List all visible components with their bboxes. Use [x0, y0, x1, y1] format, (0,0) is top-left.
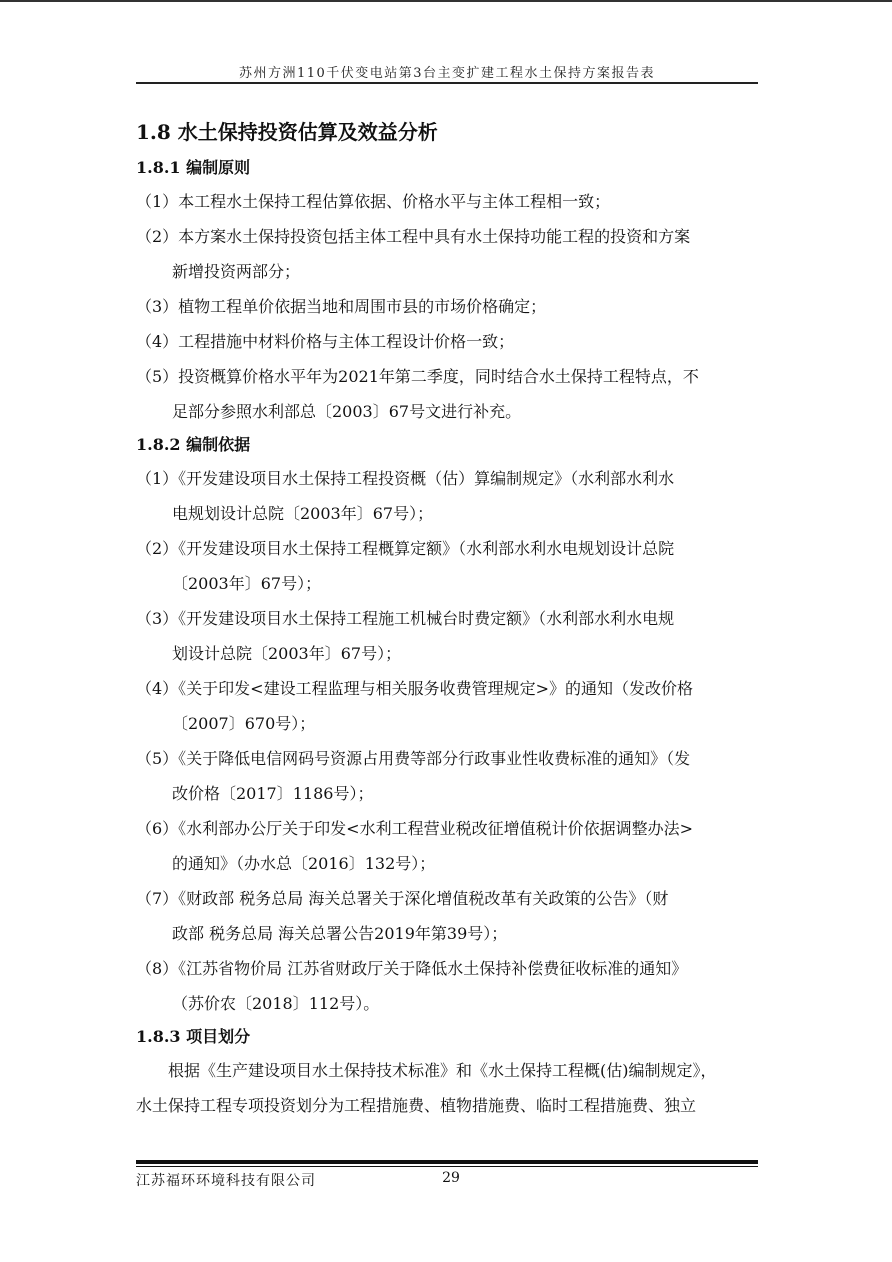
subsection-title-1-8-3: 1.8.3 项目划分 — [136, 1027, 251, 1046]
subsection-title-1-8-2: 1.8.2 编制依据 — [136, 435, 251, 454]
principle-item-2-cont: 新增投资两部分； — [172, 262, 301, 281]
page-number: 29 — [442, 1170, 460, 1186]
principle-item-5-cont: 足部分参照水利部总〔2003〕67号文进行补充。 — [172, 402, 522, 421]
section-title: 1.8 水土保持投资估算及效益分析 — [136, 120, 438, 144]
basis-item-8-cont: （苏价农〔2018〕112号）。 — [172, 994, 380, 1013]
footer-rule-thin — [136, 1166, 758, 1167]
basis-item-8: （8）《江苏省物价局 江苏省财政厅关于降低水土保持补偿费征收标准的通知》 — [136, 959, 688, 978]
division-paragraph-line-2: 水土保持工程专项投资划分为工程措施费、植物措施费、临时工程措施费、独立 — [136, 1096, 697, 1115]
principle-item-2: （2）本方案水土保持投资包括主体工程中具有水土保持功能工程的投资和方案 — [136, 227, 691, 246]
principle-item-3: （3）植物工程单价依据当地和周围市县的市场价格确定； — [136, 297, 547, 316]
principle-item-5: （5）投资概算价格水平年为2021年第二季度，同时结合水土保持工程特点，不 — [136, 367, 699, 386]
basis-item-7-cont: 政部 税务总局 海关总署公告2019年第39号）； — [172, 924, 508, 943]
basis-item-2: （2）《开发建设项目水土保持工程概算定额》（水利部水利水电规划设计总院 — [136, 539, 675, 558]
subsection-title-1-8-1: 1.8.1 编制原则 — [136, 158, 251, 177]
division-paragraph-line-1: 根据《生产建设项目水土保持技术标准》和《水土保持工程概(估)编制规定》， — [168, 1061, 717, 1080]
basis-item-4-cont: 〔2007〕670号）； — [172, 714, 316, 733]
basis-item-4: （4）《关于印发<建设工程监理与相关服务收费管理规定>》的通知（发改价格 — [136, 679, 693, 698]
principle-item-4: （4）工程措施中材料价格与主体工程设计价格一致； — [136, 332, 515, 351]
page-content — [136, 112, 758, 1123]
top-border-line — [0, 0, 892, 2]
running-header: 苏州方洲110千伏变电站第3台主变扩建工程水土保持方案报告表 — [238, 66, 656, 81]
header-rule — [136, 82, 758, 84]
basis-item-5-cont: 改价格〔2017〕1186号）； — [172, 784, 374, 803]
basis-item-3-cont: 划设计总院〔2003年〕67号）； — [172, 644, 402, 663]
basis-item-1: （1）《开发建设项目水土保持工程投资概（估）算编制规定》（水利部水利水 — [136, 469, 675, 488]
basis-item-5: （5）《关于降低电信网码号资源占用费等部分行政事业性收费标准的通知》（发 — [136, 749, 691, 768]
basis-item-6: （6）《水利部办公厅关于印发<水利工程营业税改征增值税计价依据调整办法> — [136, 819, 693, 838]
footer-rule-thick — [136, 1160, 758, 1164]
basis-item-6-cont: 的通知》（办水总〔2016〕132号）； — [172, 854, 436, 873]
footer-company: 江苏福环环境科技有限公司 — [136, 1173, 316, 1189]
basis-item-1-cont: 电规划设计总院〔2003年〕67号）； — [172, 504, 434, 523]
basis-item-7: （7）《财政部 税务总局 海关总署关于深化增值税改革有关政策的公告》（财 — [136, 889, 669, 908]
basis-item-3: （3）《开发建设项目水土保持工程施工机械台时费定额》（水利部水利水电规 — [136, 609, 675, 628]
basis-item-2-cont: 〔2003年〕67号）； — [172, 574, 322, 593]
principle-item-1: （1）本工程水土保持工程估算依据、价格水平与主体工程相一致； — [136, 192, 611, 211]
